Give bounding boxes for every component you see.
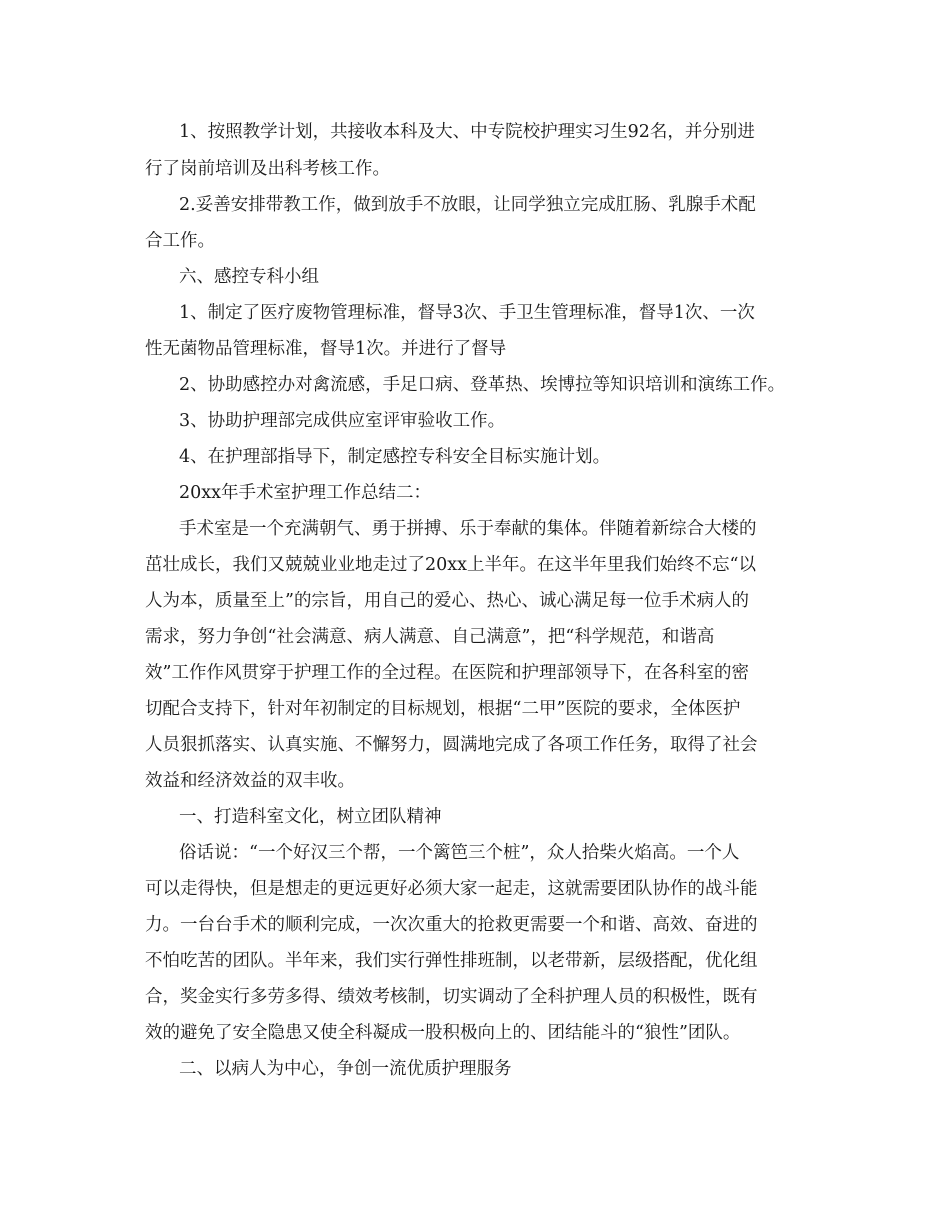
paragraph-line: 3、协助护理部完成供应室评审验收工作。 [179,411,506,431]
section-heading: 六、感控专科小组 [179,267,319,287]
paragraph-line: 合，奖金实行多劳多得、绩效考核制，切实调动了全科护理人员的积极性，既有 [145,987,758,1007]
paragraph-line: 人员狠抓落实、认真实施、不懈努力，圆满地完成了各项工作任务，取得了社会 [145,735,758,755]
section-heading: 二、以病人为中心，争创一流优质护理服务 [179,1059,512,1079]
paragraph-line: 1、按照教学计划，共接收本科及大、中专院校护理实习生92名，并分别进 [179,122,755,142]
paragraph-line: 可以走得快，但是想走的更远更好必须大家一起走，这就需要团队协作的战斗能 [145,879,758,899]
paragraph-line: 切配合支持下，针对年初制定的目标规划，根据“二甲”医院的要求，全体医护 [145,699,741,719]
paragraph-line: 2.妥善安排带教工作，做到放手不放眼，让同学独立完成肛肠、乳腺手术配 [179,195,756,215]
paragraph-line: 效”工作作风贯穿于护理工作的全过程。在医院和护理部领导下，在各科室的密 [145,663,749,683]
paragraph-line: 1、制定了医疗废物管理标准，督导3次、手卫生管理标准，督导1次、一次 [179,303,755,323]
paragraph-line: 手术室是一个充满朝气、勇于拼搏、乐于奉献的集体。伴随着新综合大楼的 [179,519,757,539]
paragraph-line: 茁壮成长，我们又兢兢业业地走过了20xx上半年。在这半年里我们始终不忘“以 [145,555,756,575]
paragraph-line: 合工作。 [145,231,215,251]
paragraph-line: 不怕吃苦的团队。半年来，我们实行弹性排班制，以老带新，层级搭配，优化组 [145,951,758,971]
paragraph-line: 需求，努力争创“社会满意、病人满意、自己满意”，把“科学规范，和谐高 [145,627,715,647]
paragraph-line: 人为本，质量至上”的宗旨，用自己的爱心、热心、诚心满足每一位手术病人的 [145,591,749,611]
paragraph-line: 效的避免了安全隐患又使全科凝成一股积极向上的、团结能斗的“狼性”团队。 [145,1023,741,1043]
section-heading: 20xx年手术室护理工作总结二： [179,483,432,503]
paragraph-line: 4、在护理部指导下，制定感控专科安全目标实施计划。 [179,447,611,467]
paragraph-line: 性无菌物品管理标准，督导1次。并进行了督导 [145,339,507,359]
paragraph-line: 俗话说：“一个好汉三个帮，一个篱笆三个桩”，众人拾柴火焰高。一个人 [179,843,740,863]
section-heading: 一、打造科室文化，树立团队精神 [179,807,442,827]
paragraph-line: 2、协助感控办对禽流感，手足口病、登革热、埃博拉等知识培训和演练工作。 [179,375,786,395]
paragraph-line: 效益和经济效益的双丰收。 [145,771,355,791]
paragraph-line: 行了岗前培训及出科考核工作。 [145,159,390,179]
paragraph-line: 力。一台台手术的顺利完成，一次次重大的抢救更需要一个和谐、高效、奋进的 [145,915,758,935]
